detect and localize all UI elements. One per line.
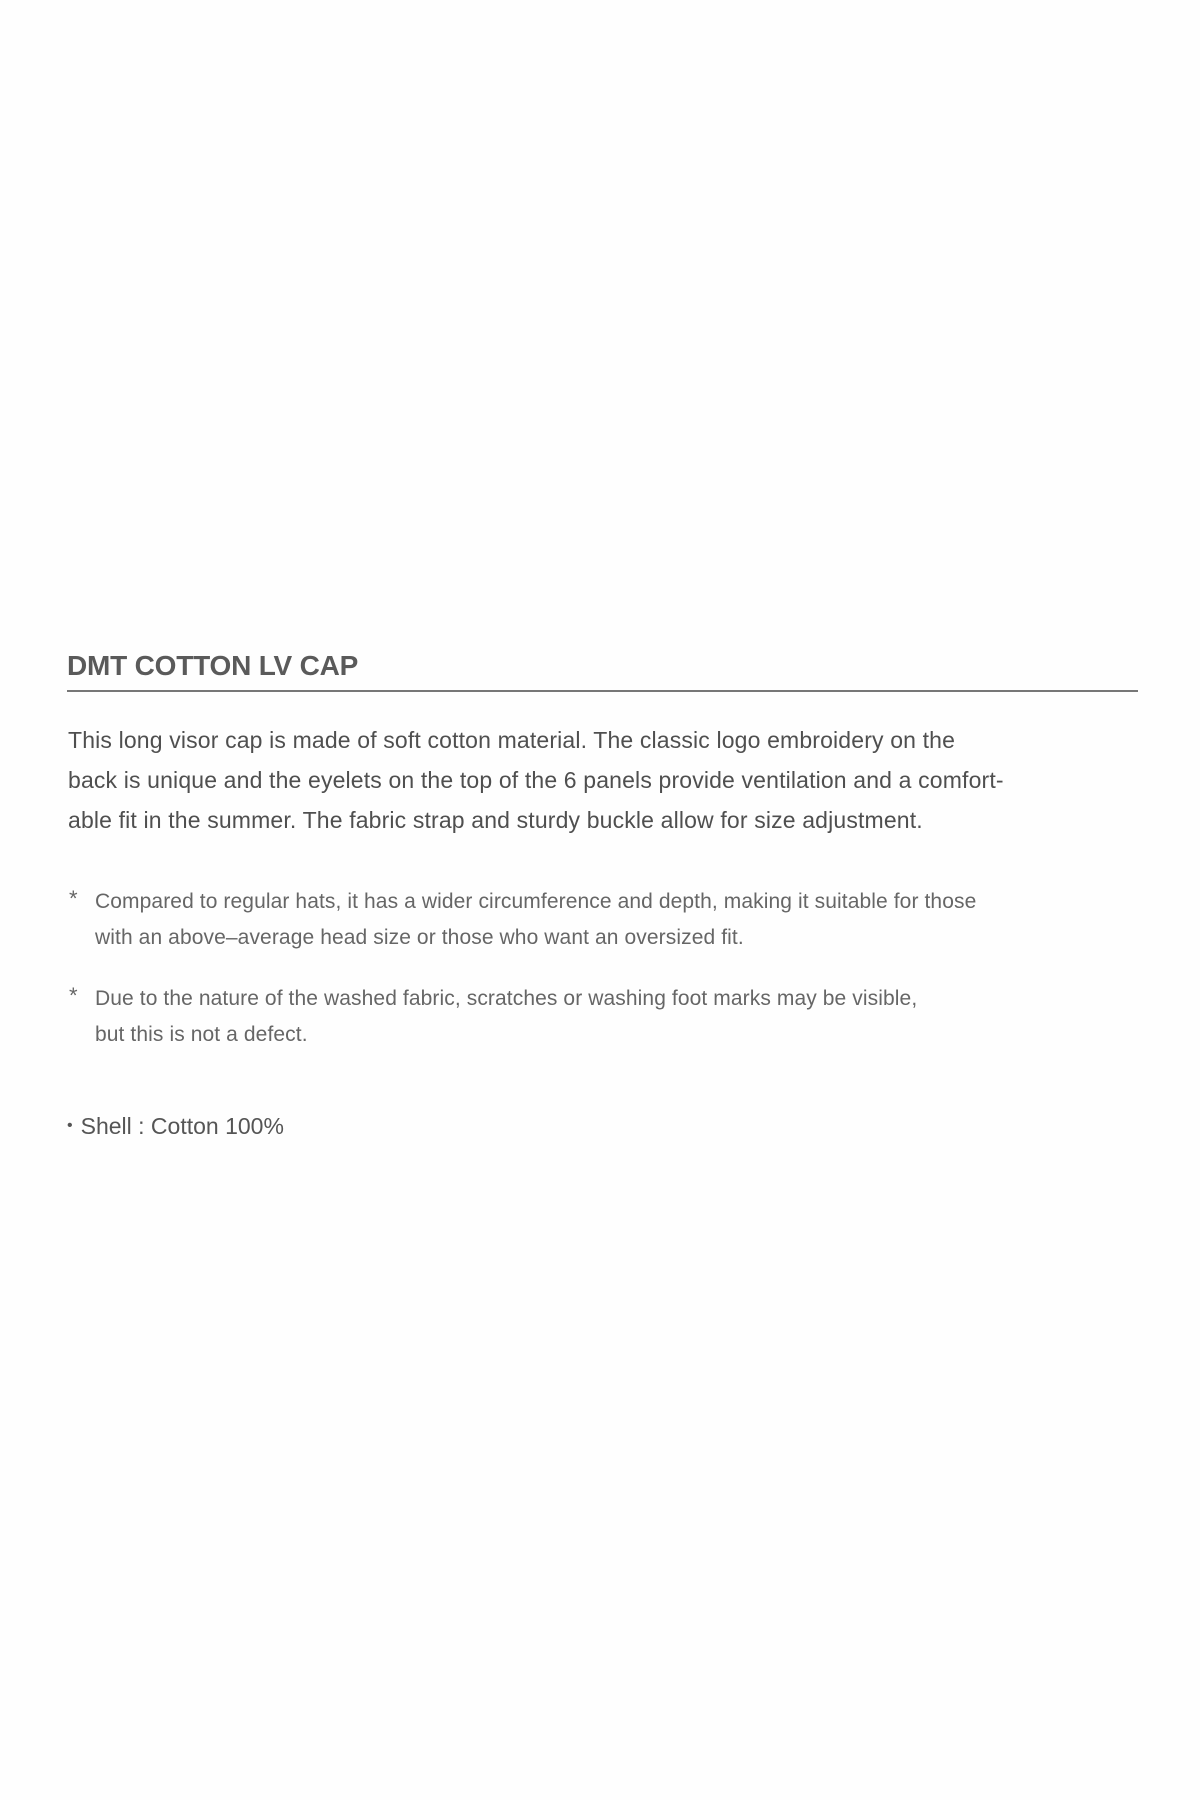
note-line: but this is not a defect. — [95, 1023, 308, 1046]
description-line: back is unique and the eyelets on the top of the 6 panels provide ventilation and a comfort- — [68, 767, 1004, 793]
title-divider — [67, 690, 1138, 692]
material-spec-text: Shell : Cotton 100% — [80, 1113, 284, 1139]
asterisk-icon: * — [69, 886, 78, 911]
note-item — [67, 981, 1138, 1053]
material-spec — [67, 1108, 1138, 1144]
description-line: This long visor cap is made of soft cotton material. The classic logo embroidery on the — [68, 727, 956, 753]
product-title: DMT COTTON LV CAP — [67, 650, 359, 681]
note-item — [67, 884, 1138, 956]
note-line: Due to the nature of the washed fabric, scratches or washing foot marks may be visible, — [95, 987, 918, 1010]
product-description — [68, 720, 1138, 840]
asterisk-icon: * — [69, 983, 78, 1008]
note-line: Compared to regular hats, it has a wider circumference and depth, making it suitable for those — [95, 890, 977, 913]
description-line: able fit in the summer. The fabric strap and sturdy buckle allow for size adjustment. — [68, 807, 923, 833]
bullet-icon: • — [67, 1117, 73, 1134]
note-line: with an above–average head size or those who want an oversized fit. — [95, 926, 744, 949]
product-notes — [67, 884, 1138, 1053]
product-details — [67, 648, 1138, 1144]
